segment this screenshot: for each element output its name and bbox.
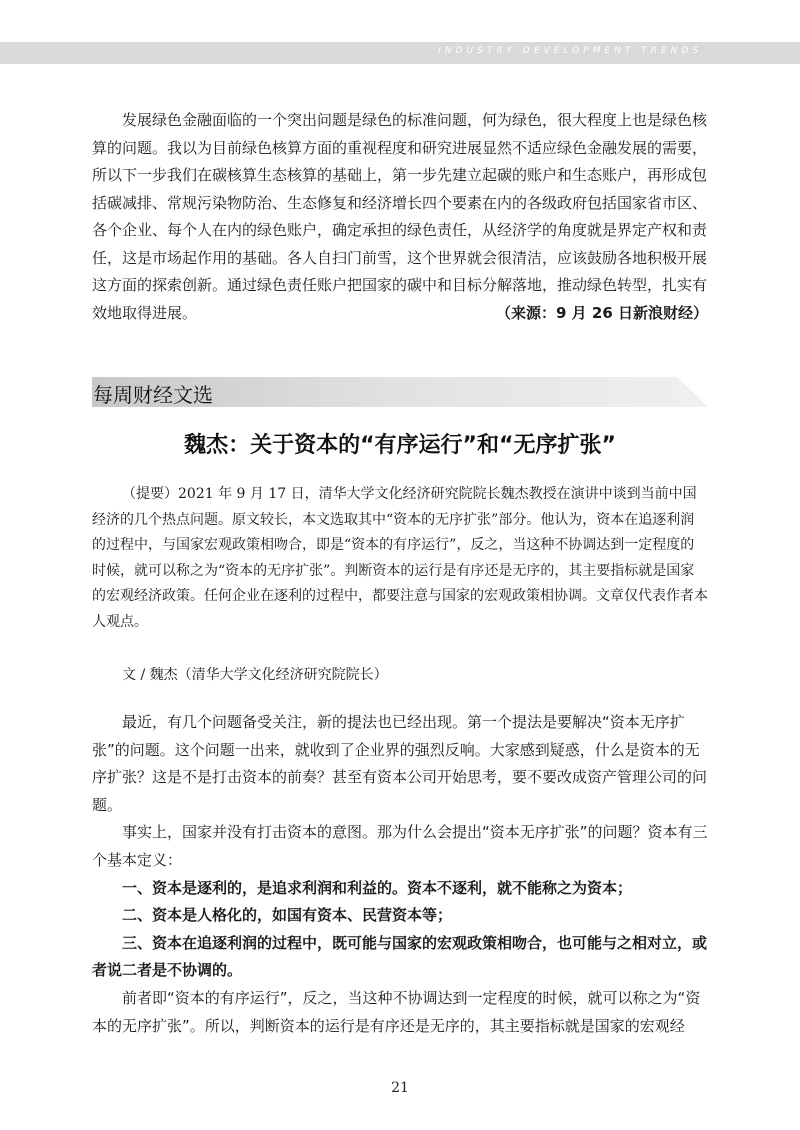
body-paragraph: 事实上，国家并没有打击资本的意图。那为什么会提出“资本无序扩张”的问题？资本有三个基本定义： (92, 823, 708, 869)
intro-paragraph (92, 107, 708, 327)
body-paragraph: 最近，有几个问题备受关注，新的提法也已经出现。第一个提法是要解决“资本无序扩张”的问题。这个问题一出来，就收到了企业界的强烈反响。大家感到疑惑，什么是资本的无序扩张？这是不是打击资本的前奏？甚至有资本公司开始思考，要不要改成资产管理公司的问题。 (92, 713, 708, 814)
body-paragraph: 前者即“资本的有序运行”，反之，当这种不协调达到一定程度的时候，就可以称之为“资本的无序扩张”。所以，判断资本的运行是有序还是无序的，其主要指标就是国家的宏观经 (92, 988, 701, 1035)
section-title: 每周财经文选 (93, 383, 213, 407)
intro-text: 发展绿色金融面临的一个突出问题是绿色的标准问题，何为绿色，很大程度上也是绿色核算的问题。我以为目前绿色核算方面的重视程度和研究进展显然不适应绿色金融发展的需要，所以下一步我们在碳核算生态核算的基础上，第一步先建立起碳的账户和生态账户，再形成包括碳减排、常规污染物防治、生态修复和经济增长四个要素在内的各级政府包括国家省市区、各个企业、每个人在内的绿色账户，确定承担的绿色责任，从经济学的角度就是界定产权和责任，这是市场起作用的基础。各人自扫门前雪，这个世界就会很清洁，应该鼓励各地积极开展这方面的探索创新。通过绿色责任账户把国家的碳中和目标分解落地，推动绿色转型，扎实有效地取得进展。 (92, 111, 708, 322)
article-body (92, 709, 708, 1040)
definition-item: 二、资本是人格化的，如国有资本、民营资本等； (122, 906, 453, 925)
article-title: 魏杰：关于资本的“有序运行”和“无序扩张” (184, 433, 616, 458)
definition-item: 三、资本在追逐利润的过程中，既可能与国家的宏观政策相吻合，也可能与之相对立，或者说二者是不协调的。 (92, 933, 708, 980)
running-header: INDUSTRY DEVELOPMENT TRENDS (438, 46, 702, 56)
page-number: 21 (391, 1080, 409, 1096)
source-citation: （来源：9 月 26 日新浪财经） (496, 303, 708, 322)
definition-item: 一、资本是逐利的，是追求利润和利益的。资本不逐利，就不能称之为资本； (122, 878, 633, 897)
article-byline: 文 / 魏杰（清华大学文化经济研究院院长） (122, 667, 388, 683)
article-abstract: （提要）2021 年 9 月 17 日，清华大学文化经济研究院院长魏杰教授在演讲中谈到当前中国经济的几个热点问题。原文较长，本文选取其中“资本的无序扩张”部分。他认为，资本在追逐利润的过程中，与国家宏观政策相吻合，即是“资本的有序运行”，反之，当这种不协调达到一定程度的时候，就可以称之为“资本的无序扩张”。判断资本的运行是有序还是无序的，其主要指标就是国家的宏观经济政策。任何企业在逐利的过程中，都要注意与国家的宏观政策相协调。文章仅代表作者本人观点。 (92, 486, 708, 630)
